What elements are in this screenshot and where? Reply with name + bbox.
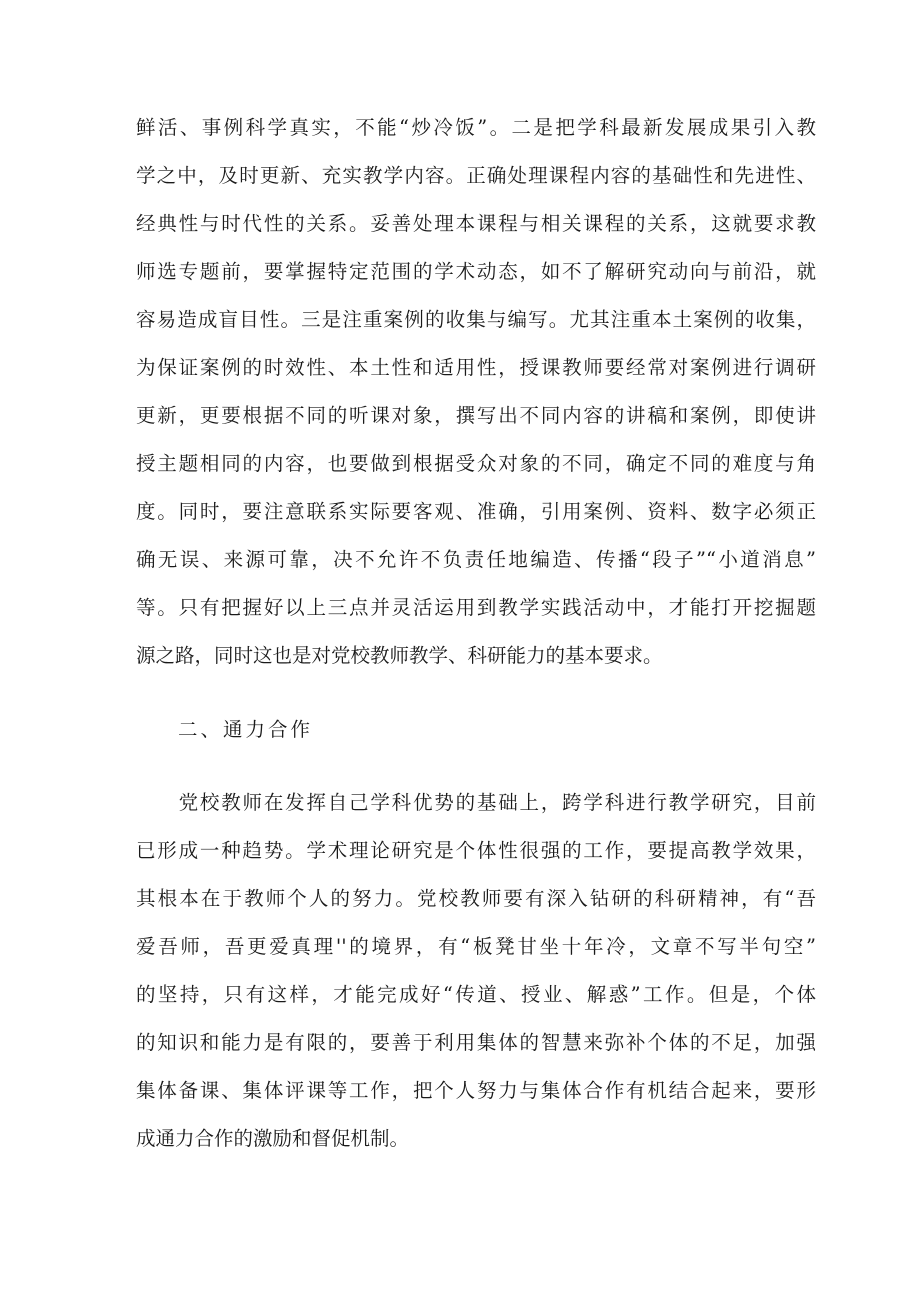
paragraph-line: 党校教师在发挥自己学科优势的基础上，跨学科进行教学研究，目前 bbox=[136, 791, 816, 814]
paragraph-line: 学之中，及时更新、充实教学内容。正确处理课程内容的基础性和先进性、 bbox=[136, 164, 816, 187]
paragraph-line: 度。同时，要注意联系实际要客观、准确，引用案例、资料、数字必须正 bbox=[136, 500, 816, 523]
paragraph-line: 经典性与时代性的关系。妥善处理本课程与相关课程的关系，这就要求教 bbox=[136, 212, 816, 235]
paragraph-line: 为保证案例的时效性、本土性和适用性，授课教师要经常对案例进行调研 bbox=[136, 356, 816, 379]
paragraph-line: 已形成一种趋势。学术理论研究是个体性很强的工作，要提高教学效果， bbox=[136, 839, 816, 862]
paragraph-line: 集体备课、集体评课等工作，把个人努力与集体合作有机结合起来，要形 bbox=[136, 1079, 816, 1102]
paragraph-line: 鲜活、事例科学真实，不能“炒冷饭”。二是把学科最新发展成果引入教 bbox=[136, 116, 816, 139]
section-heading: 二、通力合作 bbox=[178, 718, 314, 741]
paragraph-line: 更新，更要根据不同的听课对象，撰写出不同内容的讲稿和案例，即使讲 bbox=[136, 404, 816, 427]
paragraph-line: 师选专题前，要掌握特定范围的学术动态，如不了解研究动向与前沿，就 bbox=[136, 260, 816, 283]
paragraph-line: 源之路，同时这也是对党校教师教学、科研能力的基本要求。 bbox=[136, 644, 663, 667]
paragraph-line: 容易造成盲目性。三是注重案例的收集与编写。尤其注重本土案例的收集， bbox=[136, 308, 816, 331]
paragraph-line: 的知识和能力是有限的，要善于利用集体的智慧来弥补个体的不足，加强 bbox=[136, 1031, 816, 1054]
paragraph-line: 授主题相同的内容，也要做到根据受众对象的不同，确定不同的难度与角 bbox=[136, 452, 816, 475]
paragraph-line: 其根本在于教师个人的努力。党校教师要有深入钻研的科研精神，有“吾 bbox=[136, 887, 816, 910]
paragraph-line: 等。只有把握好以上三点并灵活运用到教学实践活动中，才能打开挖掘题 bbox=[136, 596, 816, 619]
paragraph-line: 爱吾师，吾更爱真理''的境界，有“板凳甘坐十年冷，文章不写半句空” bbox=[136, 935, 816, 958]
paragraph-line: 确无误、来源可靠，决不允许不负责任地编造、传播“段子”“小道消息” bbox=[136, 548, 816, 571]
paragraph-line: 的坚持，只有这样，才能完成好“传道、授业、解惑”工作。但是，个体 bbox=[136, 983, 816, 1006]
paragraph-line: 成通力合作的激励和督促机制。 bbox=[136, 1127, 410, 1150]
